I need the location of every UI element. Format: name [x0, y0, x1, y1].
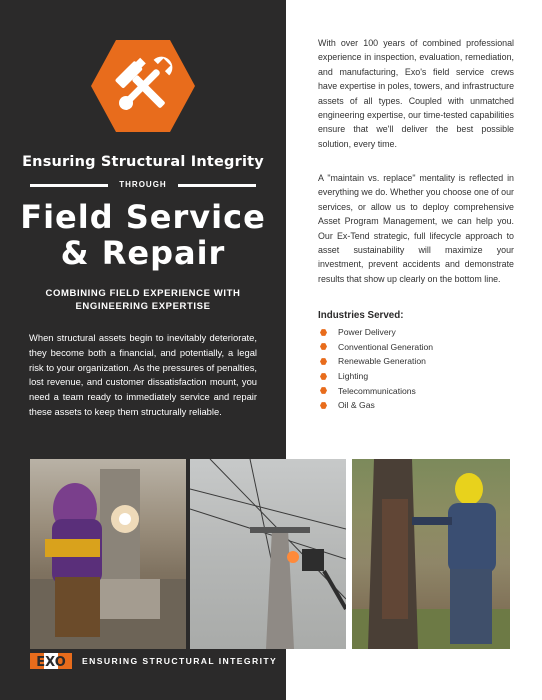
svg-text:EXO: EXO [36, 655, 66, 670]
main-title-line-1: Field Service [20, 198, 266, 236]
hexagon-bullet-icon [320, 373, 327, 380]
hexagon-bullet-icon [320, 402, 327, 409]
subheading-line-1: COMBINING FIELD EXPERIENCE WITH [45, 288, 241, 299]
body-paragraph-1: With over 100 years of combined professional experience in inspection, evaluation, remediation, and manufacturing, Exo's field service crews have expertise in poles, towers, and infrastructure assets of all types. Coupled with unmatched engineering expertise, our time-tested capabilities ensure that we'll deliver the best possible solution, every time. [318, 38, 514, 149]
exo-logo [30, 652, 72, 670]
headline-top-line: Ensuring Structural Integrity [22, 154, 264, 170]
main-title-line-2: & Repair [60, 234, 226, 272]
list-item [320, 383, 433, 398]
subheading-line-2: ENGINEERING EXPERTISE [75, 301, 211, 312]
through-label: THROUGH [119, 180, 167, 189]
industry-label: Oil & Gas [338, 400, 375, 411]
industry-label: Lighting [338, 371, 369, 382]
body-paragraph-2: A "maintain vs. replace" mentality is reflected in everything we do. Whether you choose one of our services, or allow us to deploy comprehensive Asset Program Management, we can help you. Our Ex-Tend strategic, full lifecycle approach to asset sustainability will maximize your investment, prevent accidents and demonstrate results that show up clearly on the bottom line. [318, 173, 514, 284]
sandblasting-pole-worker-photo [352, 459, 510, 649]
industry-label: Renewable Generation [338, 356, 426, 367]
subheading [30, 287, 256, 313]
intro-paragraph: When structural assets begin to inevitably deteriorate, they become both a financial, and potentially, a legal risk to your organization. As the pressures of penalties, lost revenue, and customer dissatisfaction mount, you need a team ready to immediately service and repair these assets to keep them structurally reliable. [29, 332, 257, 417]
industries-list [320, 325, 433, 413]
list-item [320, 369, 433, 384]
through-divider [30, 178, 256, 192]
list-item [320, 325, 433, 340]
utility-pole-bucket-worker-photo [190, 459, 346, 649]
list-item [320, 340, 433, 355]
hexagon-bullet-icon [320, 329, 327, 336]
hexagon-bullet-icon [320, 387, 327, 394]
divider-line-right [178, 184, 256, 187]
industries-title: Industries Served: [318, 310, 404, 321]
industry-label: Power Delivery [338, 327, 396, 338]
welder-repairing-base-photo [30, 459, 186, 649]
footer-tagline: ENSURING STRUCTURAL INTEGRITY [82, 656, 278, 666]
hammer-wrench-icon [89, 38, 197, 134]
list-item [320, 354, 433, 369]
industry-label: Telecommunications [338, 385, 416, 396]
industry-label: Conventional Generation [338, 341, 434, 352]
hexagon-bullet-icon [320, 343, 327, 350]
list-item [320, 398, 433, 413]
hexagon-bullet-icon [320, 358, 327, 365]
